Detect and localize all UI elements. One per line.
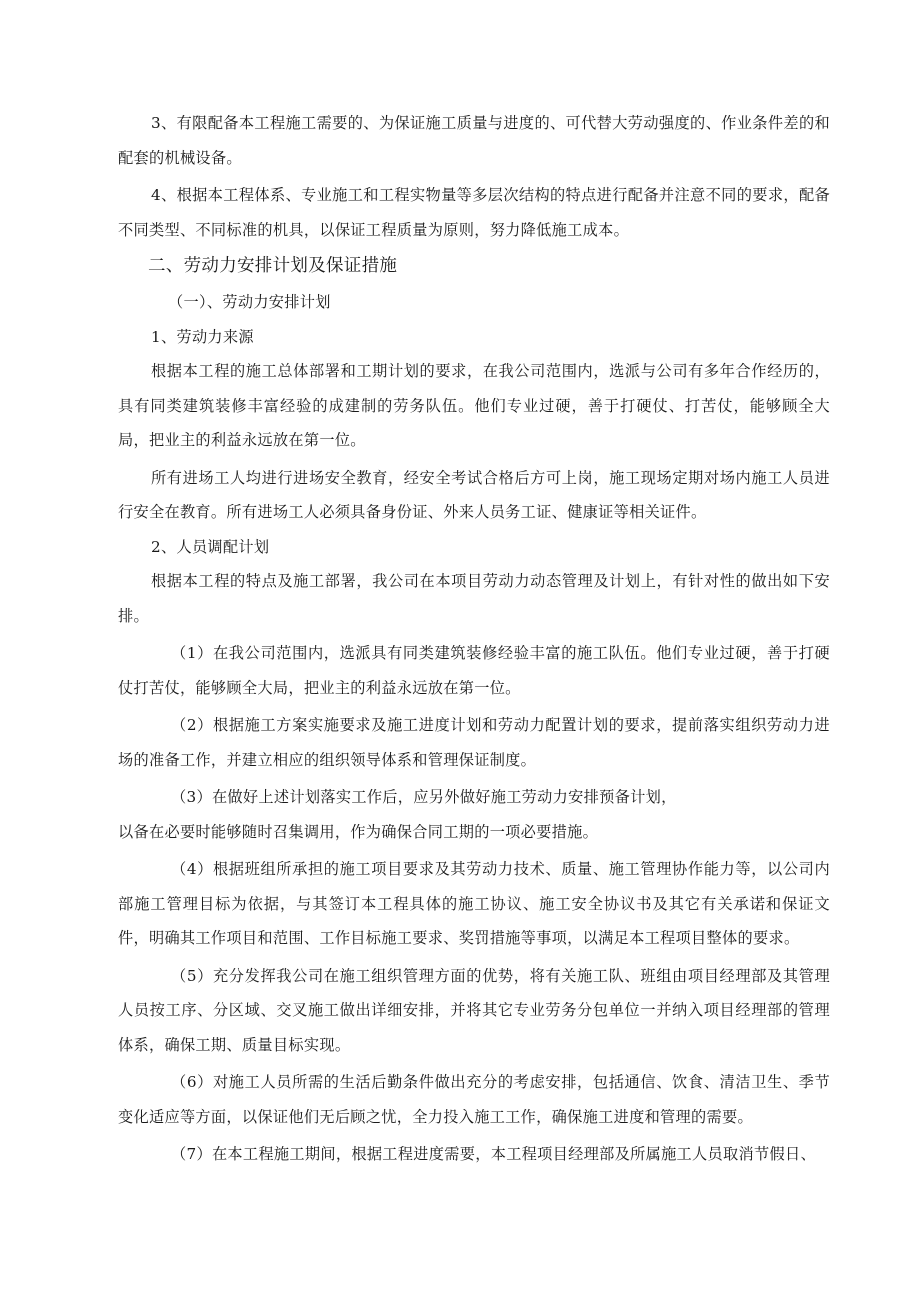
paragraph-safety-education: 所有进场工人均进行进场安全教育，经安全考试合格后方可上岗，施工现场定期对场内施工人员进行安全在教育。所有进场工人必须具备身份证、外来人员务工证、健康证等相关证件。 — [118, 468, 830, 521]
paragraph-point-2: （2）根据施工方案实施要求及施工进度计划和劳动力配置计划的要求，提前落实组织劳动力进场的准备工作，并建立相应的组织领导体系和管理保证制度。 — [118, 716, 830, 769]
paragraph-point-6: （6）对施工人员所需的生活后勤条件做出充分的考虑安排，包括通信、饮食、清洁卫生、季节变化适应等方面，以保证他们无后顾之忧，全力投入施工工作，确保施工进度和管理的需要。 — [118, 1073, 830, 1126]
paragraph-point-3-continued: 以备在必要时能够随时召集调用，作为确保合同工期的一项必要措施。 — [118, 822, 599, 841]
paragraph-point-7: （7）在本工程施工期间，根据工程进度需要，本工程项目经理部及所属施工人员取消节假日、 — [171, 1145, 816, 1163]
section-heading-labor-plan: 二、劳动力安排计划及保证措施 — [148, 256, 398, 276]
paragraph-point-4: （4）根据班组所承担的施工项目要求及其劳动力技术、质量、施工管理协作能力等，以公司内部施工管理目标为依据，与其签订本工程具体的施工协议、施工安全协议书及其它有关承诺和保证文件，明确其工作项目和范围、工作目标施工要求、奖罚措施等事项，以满足本工程项目整体的要求。 — [118, 860, 830, 947]
item-heading-labor-source: 1、劳动力来源 — [151, 327, 254, 346]
paragraph-point-3: （3）在做好上述计划落实工作后，应另外做好施工劳动力安排预备计划， — [171, 788, 677, 806]
paragraph-point-1: （1）在我公司范围内，选派具有同类建筑装修经验丰富的施工队伍。他们专业过硬，善于打硬仗打苦仗，能够顾全大局，把业主的利益永远放在第一位。 — [118, 644, 830, 697]
paragraph-staff-allocation-intro: 根据本工程的特点及施工部署，我公司在本项目劳动力动态管理及计划上，有针对性的做出如下安排。 — [118, 572, 830, 625]
document-page — [118, 106, 830, 1172]
paragraph-labor-source: 根据本工程的施工总体部署和工期计划的要求，在我公司范围内，选派与公司有多年合作经历的，具有同类建筑装修丰富经验的成建制的劳务队伍。他们专业过硬，善于打硬仗、打苦仗，能够顾全大局，把业主的利益永远放在第一位。 — [118, 362, 830, 449]
subsection-heading-labor-arrangement: （一）、劳动力安排计划 — [168, 293, 331, 311]
paragraph-3-machinery: 3、有限配备本工程施工需要的、为保证施工质量与进度的、可代替大劳动强度的、作业条件差的和配套的机械设备。 — [118, 114, 830, 167]
paragraph-4-equipment-types: 4、根据本工程体系、专业施工和工程实物量等多层次结构的特点进行配备并注意不同的要求，配备不同类型、不同标准的机具，以保证工程质量为原则，努力降低施工成本。 — [118, 186, 830, 239]
item-heading-staff-allocation: 2、人员调配计划 — [151, 537, 270, 556]
paragraph-point-5: （5）充分发挥我公司在施工组织管理方面的优势，将有关施工队、班组由项目经理部及其管理人员按工序、分区域、交叉施工做出详细安排，并将其它专业劳务分包单位一并纳入项目经理部的管理体系，确保工期、质量目标实现。 — [118, 966, 830, 1054]
